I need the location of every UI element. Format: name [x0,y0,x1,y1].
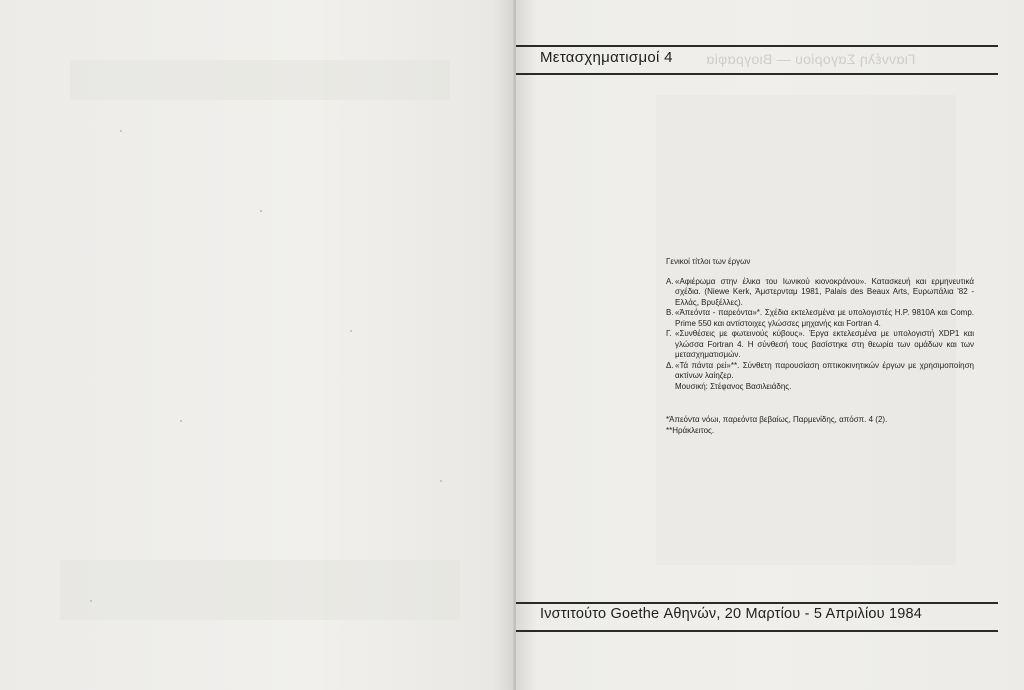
paper-speck [90,600,92,602]
paper-speck [350,330,352,332]
paper-speck [180,420,182,422]
list-item [666,329,974,361]
item-letter: Β. [666,308,674,317]
footnote: *Άπεόντα νόωι, παρεόντα βεβαίως, Παρμενίδης, απόσπ. 4 (2). [666,415,888,424]
music-note: Μουσική: Στέφανος Βασιλειάδης. [675,381,792,391]
header-title: Μετασχηματισμοί 4 [540,49,673,66]
item-text: «Συνθέσεις με φωτεινούς κύβους». Έργα εκτελεσμένα με υπολογιστή XDP1 και γλώσσα Fortran 4. Η σύνθεσή τους βασίστηκε στη θεωρία των ομάδων και των μετασχηματισμών. [675,329,974,359]
header-rule-top [516,45,998,47]
item-letter: Δ. [666,360,674,370]
header-rule-bottom [516,73,998,75]
item-text: «Άπεόντα - παρεόντα»*. Σχέδια εκτελεσμένα με υπολογιστές H.P. 9810A και Comp. Prime 550 και αντίστοιχες γλώσσες μηχανής και Fortran 4. [675,308,974,328]
show-through-shape [70,60,450,100]
footer-title: Ινστιτούτο Goethe Αθηνών, 20 Μαρτίου - 5 Απριλίου 1984 [540,606,923,622]
footnote: **Ηράκλειτος. [666,425,715,435]
paper-speck [440,480,442,482]
show-through-header-text: Γιαννέλη Σαγορίου — Βιογραφία [706,51,916,67]
item-letter: Γ. [666,329,672,338]
item-letter: Α. [666,276,674,286]
paper-speck [120,130,122,132]
works-list [666,257,974,436]
footer-rule-top [516,602,998,604]
list-item [666,361,974,382]
list-item [666,308,974,329]
list-item [666,277,974,309]
item-text: «Τά πάντα ρεί»**. Σύνθετη παρουσίαση οπτικοκινητικών έργων με χρησιμοποίηση ακτίνων λαίηζερ. [675,360,974,380]
item-text: «Αφιέρωμα στην έλικα του Ιωνικού κιονοκράνου». Κατασκευή και ερμηνευτικά σχέδια. (Niewe Kerk, Άμστερνταμ 1981, Palais des Beaux Arts, Ευρωπάλια '82 - Ελλάς, Βρυξέλλες). [675,276,974,307]
footer-rule-bottom [516,630,998,632]
works-subtitle: Γενικοί τίτλοι των έργων [666,257,751,266]
show-through-shape [60,560,460,620]
footnotes [666,415,974,436]
paper-speck [260,210,262,212]
